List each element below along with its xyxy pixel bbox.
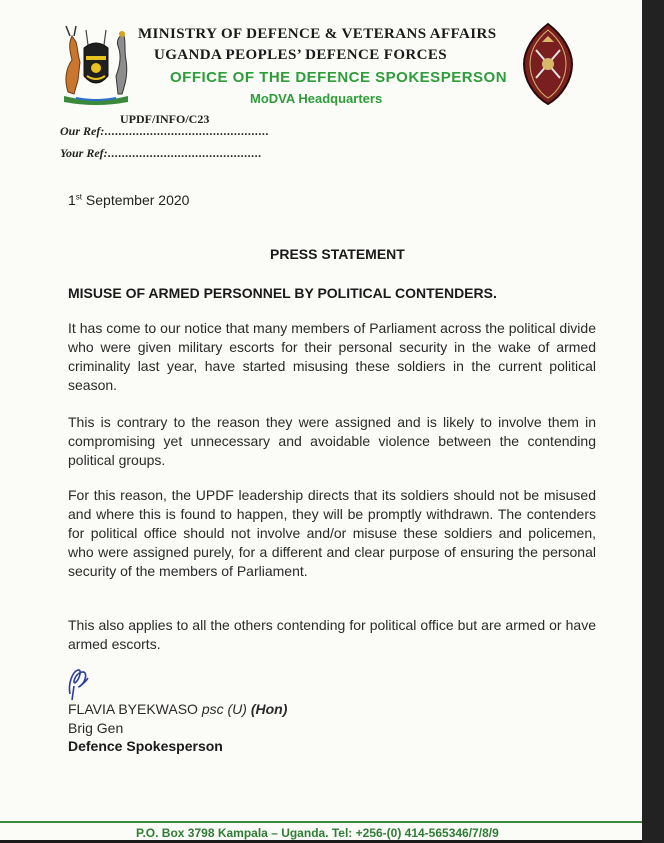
paragraph-4: This also applies to all the others contending for political office but are armed or have armed escorts. [68, 617, 596, 652]
footer-address: P.O. Box 3798 Kampala – Uganda. Tel: +256-(0) 414-565346/7/8/9 [136, 826, 499, 840]
letter-date [68, 192, 189, 208]
forces-title: UGANDA PEOPLES’ DEFENCE FORCES [154, 47, 448, 63]
handwritten-signature-icon [64, 664, 94, 702]
your-ref-label: Your Ref: [60, 146, 108, 160]
signatory-rank: Brig Gen [68, 720, 124, 736]
signatory-honorific: (Hon) [250, 701, 288, 717]
signatory-title: Defence Spokesperson [68, 738, 223, 754]
ministry-title: MINISTRY OF DEFENCE & VETERANS AFFAIRS [138, 26, 497, 42]
reference-code: UPDF/INFO/C23 [120, 112, 210, 126]
footer-divider [0, 821, 642, 823]
our-ref-line [60, 124, 269, 139]
signatory-name: FLAVIA BYEKWASO [68, 701, 198, 717]
paragraph-3: For this reason, the UPDF leadership directs that its soldiers should not be misused and where this is found to happen, they will be promptly withdrawn. The contenders for political office should not involve and/or misuse these soldiers and policemen, who were assigned purely, for a different and clear purpose of ensuring the personal security of the members of Parliament. [68, 487, 596, 579]
your-ref-dots: ............................................ [107, 146, 262, 160]
our-ref-label: Our Ref: [60, 124, 105, 138]
your-ref-line [60, 146, 262, 161]
signatory-name-line [68, 701, 287, 717]
subject-line: MISUSE OF ARMED PERSONNEL BY POLITICAL CONTENDERS. [68, 285, 497, 301]
date-suffix: st [75, 192, 83, 202]
date-day: 1 [68, 192, 76, 208]
press-statement-heading: PRESS STATEMENT [270, 246, 405, 262]
office-title: OFFICE OF THE DEFENCE SPOKESPERSON [170, 69, 508, 86]
headquarters-label: MoDVA Headquarters [250, 91, 383, 106]
signatory-post-nominal: psc (U) [201, 701, 247, 717]
date-rest: September 2020 [82, 192, 190, 208]
paragraph-2: This is contrary to the reason they were assigned and is likely to involve them in compromising yet unnecessary and avoidable violence between the contending political groups. [68, 414, 596, 468]
page-edge-shadow [642, 0, 664, 843]
our-ref-dots: ............................................... [104, 124, 269, 138]
paragraph-1: It has come to our notice that many members of Parliament across the political divide who were given military escorts for their personal security in the wake of armed criminality last year, have started misusing these soldiers in the current political season. [68, 320, 596, 393]
uganda-coat-of-arms-icon [56, 20, 136, 108]
updf-shield-emblem-icon [520, 22, 576, 106]
